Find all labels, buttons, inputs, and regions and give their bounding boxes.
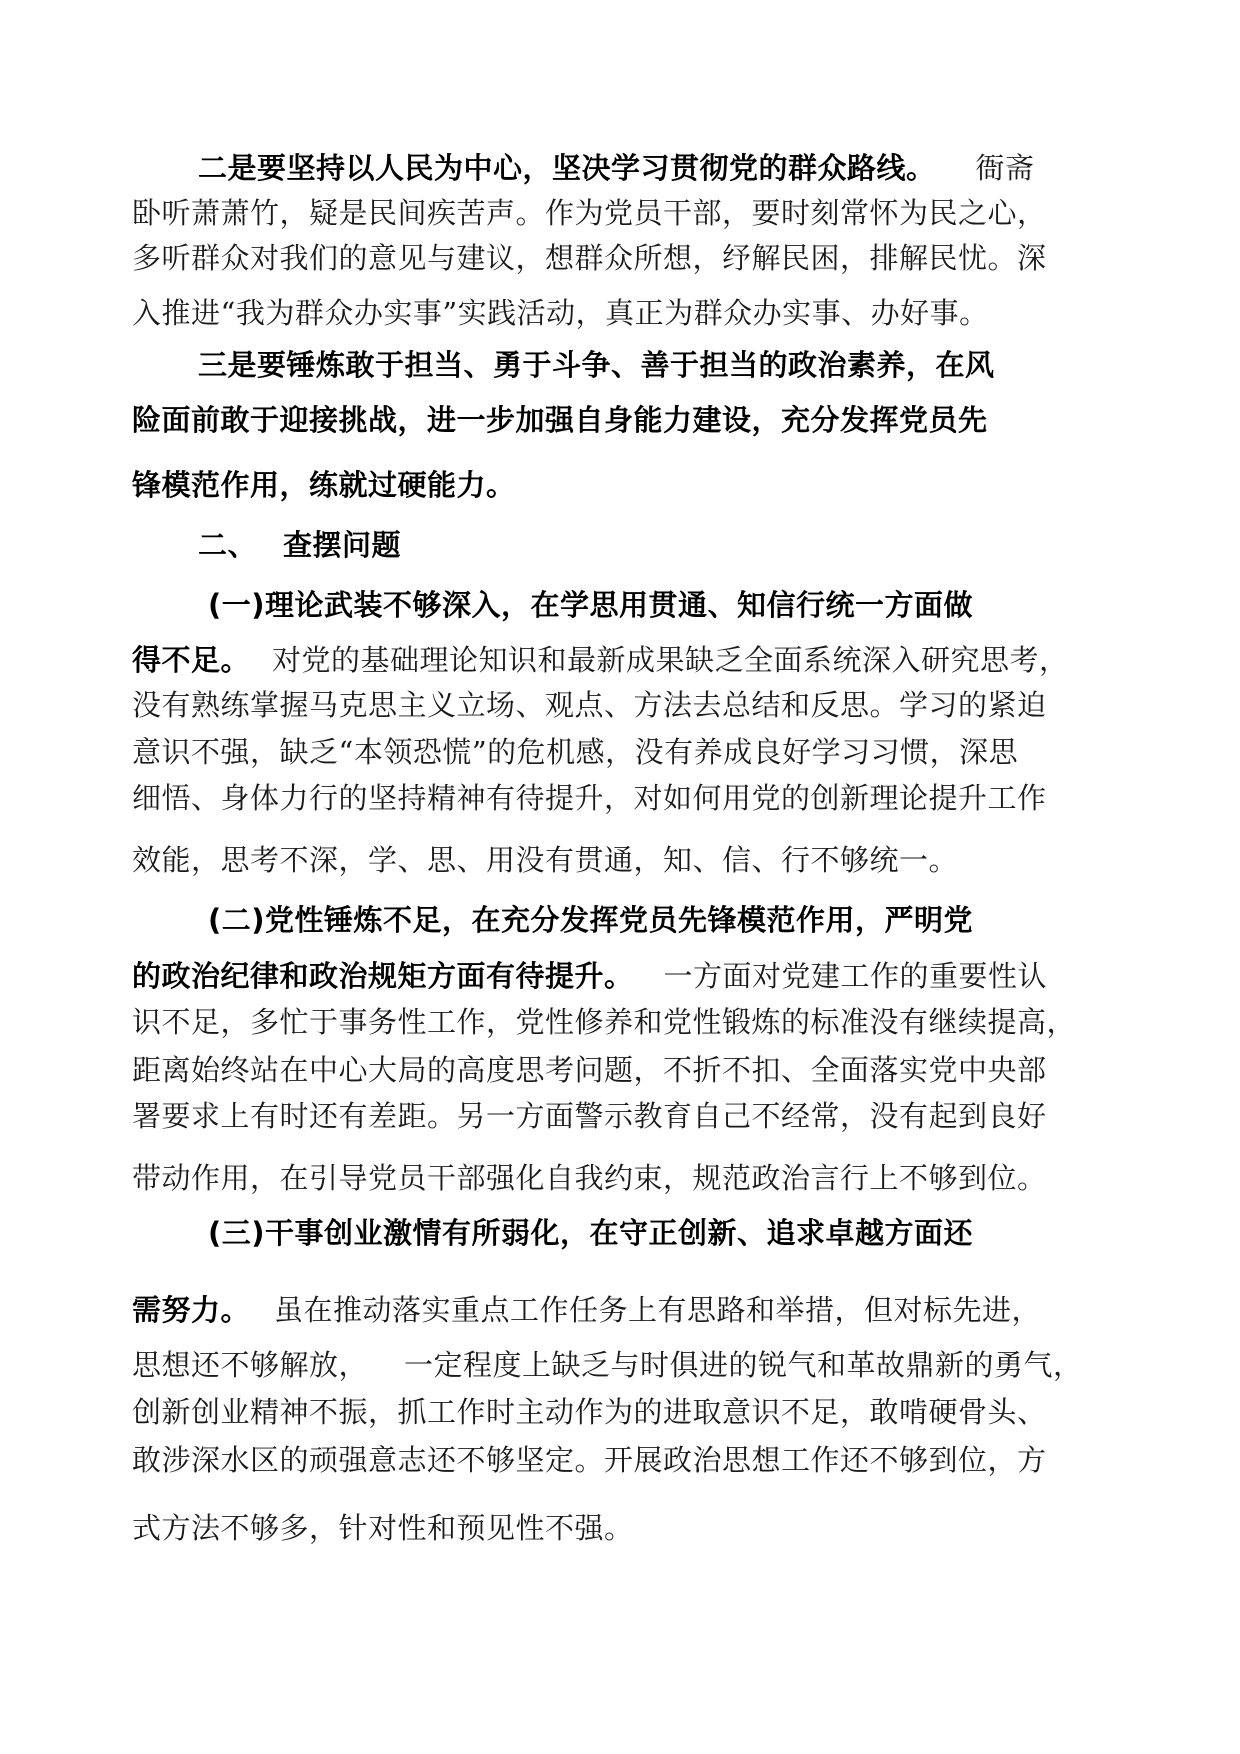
paragraph-line: 没有熟练掌握马克思主义立场、观点、方法去总结和反思。学习的紧迫 <box>132 688 1047 722</box>
subsection-lead: (一)理论武装不够深入，在学思用贯通、知信行统一方面做 <box>208 588 974 622</box>
bold-paragraph-line: 三是要锤炼敢于担当、勇于斗争、善于担当的政治素养，在风 <box>198 348 995 382</box>
paragraph-line: 多听群众对我们的意见与建议，想群众所想，纾解民困，排解民忧。深 <box>132 241 1047 275</box>
subsection-lead: (三)干事创业激情有所弱化，在守正创新、追求卓越方面还 <box>208 1216 974 1250</box>
section-heading-number: 二、 <box>198 528 258 562</box>
paragraph-text: 一方面对党建工作的重要性认 <box>663 959 1048 993</box>
paragraph-line: 效能，思考不深，学、思、用没有贯通，知、信、行不够统一。 <box>132 843 959 877</box>
bold-paragraph-line: 险面前敢于迎接挑战，进一步加强自身能力建设，充分发挥党员先 <box>132 403 988 437</box>
paragraph-text: 一定程度上缺乏与时俱进的锐气和革故鼎新的勇气， <box>404 1348 1083 1382</box>
paragraph-text: 思想还不够解放， <box>132 1348 369 1382</box>
paragraph-line: 卧听萧萧竹，疑是民间疾苦声。作为党员干部，要时刻常怀为民之心， <box>132 196 1047 230</box>
paragraph-lead: 二是要坚持以人民为中心，坚决学习贯彻党的群众路线。 <box>198 151 936 185</box>
paragraph-line: 式方法不够多，针对性和预见性不强。 <box>132 1511 634 1545</box>
section-heading <box>198 525 401 565</box>
paragraph-line: 识不足，多忙于事务性工作，党性修养和党性锻炼的标准没有继续提高， <box>132 1005 1077 1039</box>
subsection-lead: 需努力。 <box>132 1293 251 1327</box>
paragraph-line: 距离始终站在中心大局的高度思考问题，不折不扣、全面落实党中央部 <box>132 1053 1047 1087</box>
subsection-lead: 得不足。 <box>132 643 251 677</box>
subsection-lead: (二)党性锤炼不足，在充分发挥党员先锋模范作用，严明党 <box>208 903 974 937</box>
bold-paragraph-line: 锋模范作用，练就过硬能力。 <box>132 468 516 502</box>
paragraph-line <box>132 956 1047 996</box>
paragraph-line: 带动作用，在引导党员干部强化自我约束，规范政治言行上不够到位。 <box>132 1161 1047 1195</box>
paragraph-line: 敢涉深水区的顽强意志还不够坚定。开展政治思想工作还不够到位，方 <box>132 1443 1047 1477</box>
paragraph-line <box>132 1290 1041 1330</box>
paragraph-line: 署要求上有时还有差距。另一方面警示教育自己不经常，没有起到良好 <box>132 1099 1047 1133</box>
section-heading-text: 查摆问题 <box>283 528 402 562</box>
paragraph-text: 衙斋 <box>975 151 1035 185</box>
paragraph-line: 创新创业精神不振，抓工作时主动作为的进取意识不足，敢啃硬骨头、 <box>132 1395 1047 1429</box>
paragraph-line: 入推进“我为群众办实事”实践活动，真正为群众办实事、办好事。 <box>132 296 989 330</box>
paragraph-line <box>198 148 1035 188</box>
paragraph-line <box>132 640 1069 680</box>
paragraph-line: 意识不强，缺乏“本领恐慌”的危机感，没有养成良好学习习惯，深思 <box>132 735 1019 769</box>
subsection-lead: 的政治纪律和政治规矩方面有待提升。 <box>132 959 634 993</box>
paragraph-text: 对党的基础理论知识和最新成果缺乏全面系统深入研究思考， <box>272 643 1069 677</box>
paragraph-line: 细悟、身体力行的坚持精神有待提升，对如何用党的创新理论提升工作 <box>132 781 1047 815</box>
paragraph-line <box>132 1345 1083 1385</box>
paragraph-text: 虽在推动落实重点工作任务上有思路和举措，但对标先进， <box>274 1293 1042 1327</box>
